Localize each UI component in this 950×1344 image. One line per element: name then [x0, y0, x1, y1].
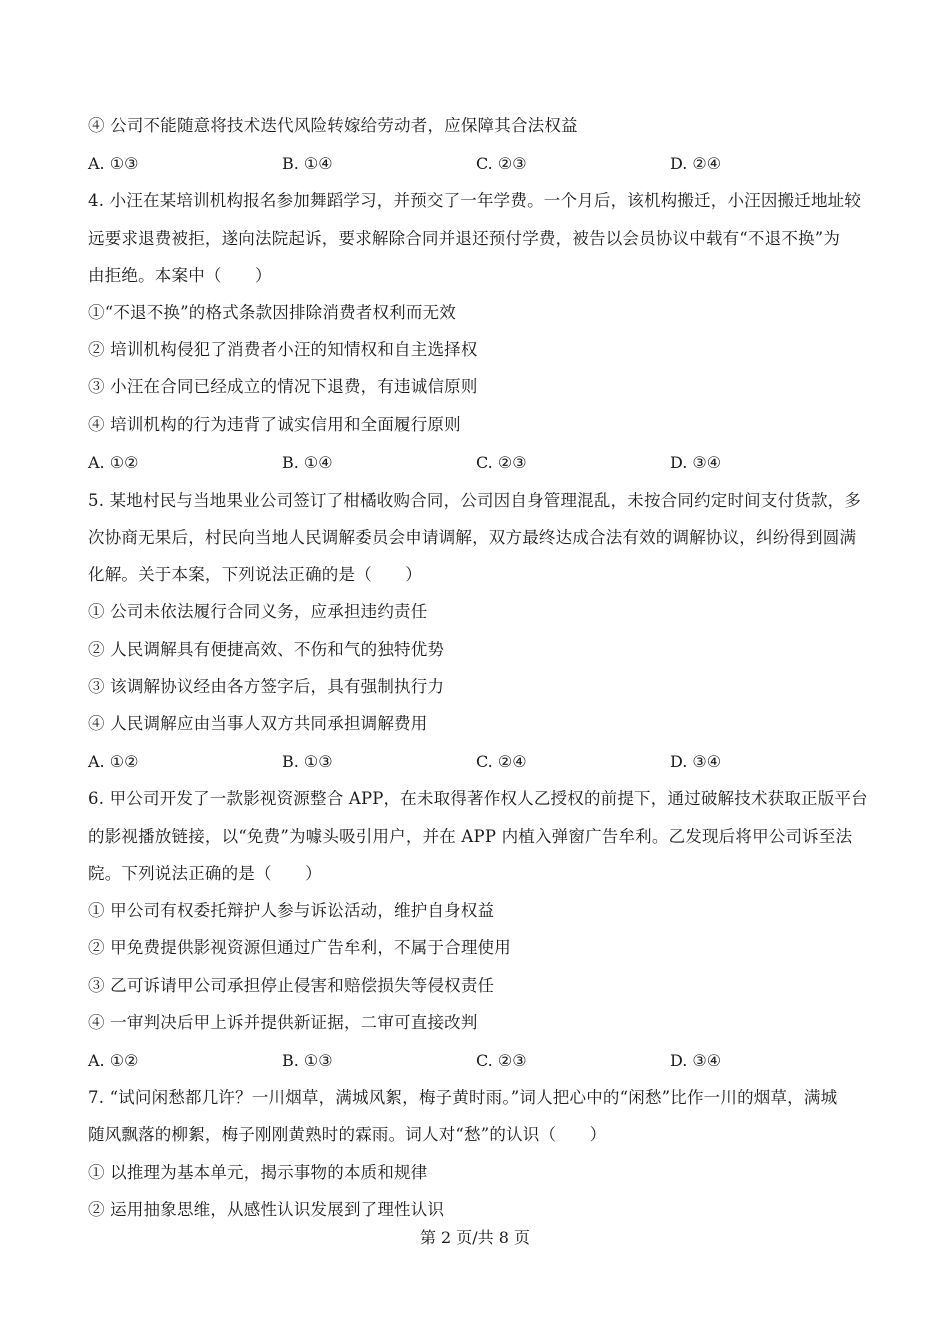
question-4-stem-line-1: 4. 小汪在某培训机构报名参加舞蹈学习，并预交了一年学费。一个月后，该机构搬迁，小汪因搬迁地址较 — [88, 191, 862, 210]
answer-d[interactable]: D. ②④ — [670, 154, 722, 173]
question-6-option-2: ② 甲免费提供影视资源但通过广告牟利，不属于合理使用 — [88, 938, 511, 957]
question-4-option-1: ①“不退不换”的格式条款因排除消费者权利而无效 — [88, 303, 456, 322]
answer-d[interactable]: D. ③④ — [670, 1051, 722, 1070]
question-5-stem-line-1: 5. 某地村民与当地果业公司签订了柑橘收购合同，公司因自身管理混乱，未按合同约定时间支付货款，多 — [88, 491, 862, 510]
question-5-stem-line-3: 化解。关于本案，下列说法正确的是（ ） — [88, 565, 422, 584]
question-3-answers — [88, 153, 868, 175]
answer-a[interactable]: A. ①② — [88, 1051, 139, 1070]
answer-d[interactable]: D. ③④ — [670, 752, 722, 771]
question-6-stem-line-2: 的影视播放链接，以“免费”为噱头吸引用户，并在 APP 内植入弹窗广告牟利。乙发现后将甲公司诉至法 — [88, 827, 853, 846]
question-7-stem-line-1: 7. “试问闲愁都几许？一川烟草，满城风絮，梅子黄时雨。”词人把心中的“闲愁”比作一川的烟草，满城 — [88, 1088, 838, 1107]
question-7-option-1: ① 以推理为基本单元，揭示事物的本质和规律 — [88, 1163, 428, 1182]
answer-d[interactable]: D. ③④ — [670, 453, 722, 472]
question-7-option-2: ② 运用抽象思维，从感性认识发展到了理性认识 — [88, 1200, 445, 1219]
answer-b[interactable]: B. ①③ — [282, 752, 333, 771]
question-6-option-3: ③ 乙可诉请甲公司承担停止侵害和赔偿损失等侵权责任 — [88, 976, 495, 995]
question-5-stem-line-2: 次协商无果后，村民向当地人民调解委员会申请调解，双方最终达成合法有效的调解协议，纠纷得到圆满 — [88, 528, 857, 547]
question-5-option-3: ③ 该调解协议经由各方签字后，具有强制执行力 — [88, 677, 445, 696]
answer-a[interactable]: A. ①② — [88, 453, 139, 472]
question-4-option-4: ④ 培训机构的行为违背了诚实信用和全面履行原则 — [88, 415, 461, 434]
question-5-option-2: ② 人民调解具有便捷高效、不伤和气的独特优势 — [88, 640, 445, 659]
question-5-answers — [88, 751, 868, 773]
question-4-option-2: ② 培训机构侵犯了消费者小汪的知情权和自主选择权 — [88, 340, 478, 359]
question-6-option-4: ④ 一审判决后甲上诉并提供新证据，二审可直接改判 — [88, 1013, 478, 1032]
answer-c[interactable]: C. ②③ — [476, 154, 527, 173]
question-4-stem-line-3: 由拒绝。本案中（ ） — [88, 266, 272, 285]
question-5-option-1: ① 公司未依法履行合同义务，应承担违约责任 — [88, 602, 428, 621]
answer-c[interactable]: C. ②③ — [476, 1051, 527, 1070]
question-4-option-3: ③ 小汪在合同已经成立的情况下退费，有违诚信原则 — [88, 377, 478, 396]
answer-c[interactable]: C. ②③ — [476, 453, 527, 472]
question-6-stem-line-3: 院。下列说法正确的是（ ） — [88, 864, 322, 883]
answer-a[interactable]: A. ①③ — [88, 154, 139, 173]
question-4-answers — [88, 452, 868, 474]
answer-b[interactable]: B. ①④ — [282, 453, 333, 472]
page-footer: 第 2 页/共 8 页 — [419, 1228, 531, 1247]
question-5-option-4: ④ 人民调解应由当事人双方共同承担调解费用 — [88, 714, 428, 733]
answer-b[interactable]: B. ①③ — [282, 1051, 333, 1070]
question-6-option-1: ① 甲公司有权委托辩护人参与诉讼活动，维护自身权益 — [88, 901, 495, 920]
question-7-stem-line-2: 随风飘落的柳絮，梅子刚刚黄熟时的霖雨。词人对“愁”的认识（ ） — [88, 1125, 607, 1144]
answer-b[interactable]: B. ①④ — [282, 154, 333, 173]
question-4-stem-line-2: 远要求退费被拒，遂向法院起诉，要求解除合同并退还预付学费，被告以会员协议中载有“不退不换”为 — [88, 229, 841, 248]
question-3-option-4: ④ 公司不能随意将技术迭代风险转嫁给劳动者，应保障其合法权益 — [88, 116, 578, 135]
answer-a[interactable]: A. ①② — [88, 752, 139, 771]
answer-c[interactable]: C. ②④ — [476, 752, 527, 771]
question-6-stem-line-1: 6. 甲公司开发了一款影视资源整合 APP，在未取得著作权人乙授权的前提下，通过破解技术获取正版平台 — [88, 789, 868, 808]
question-6-answers — [88, 1050, 868, 1072]
